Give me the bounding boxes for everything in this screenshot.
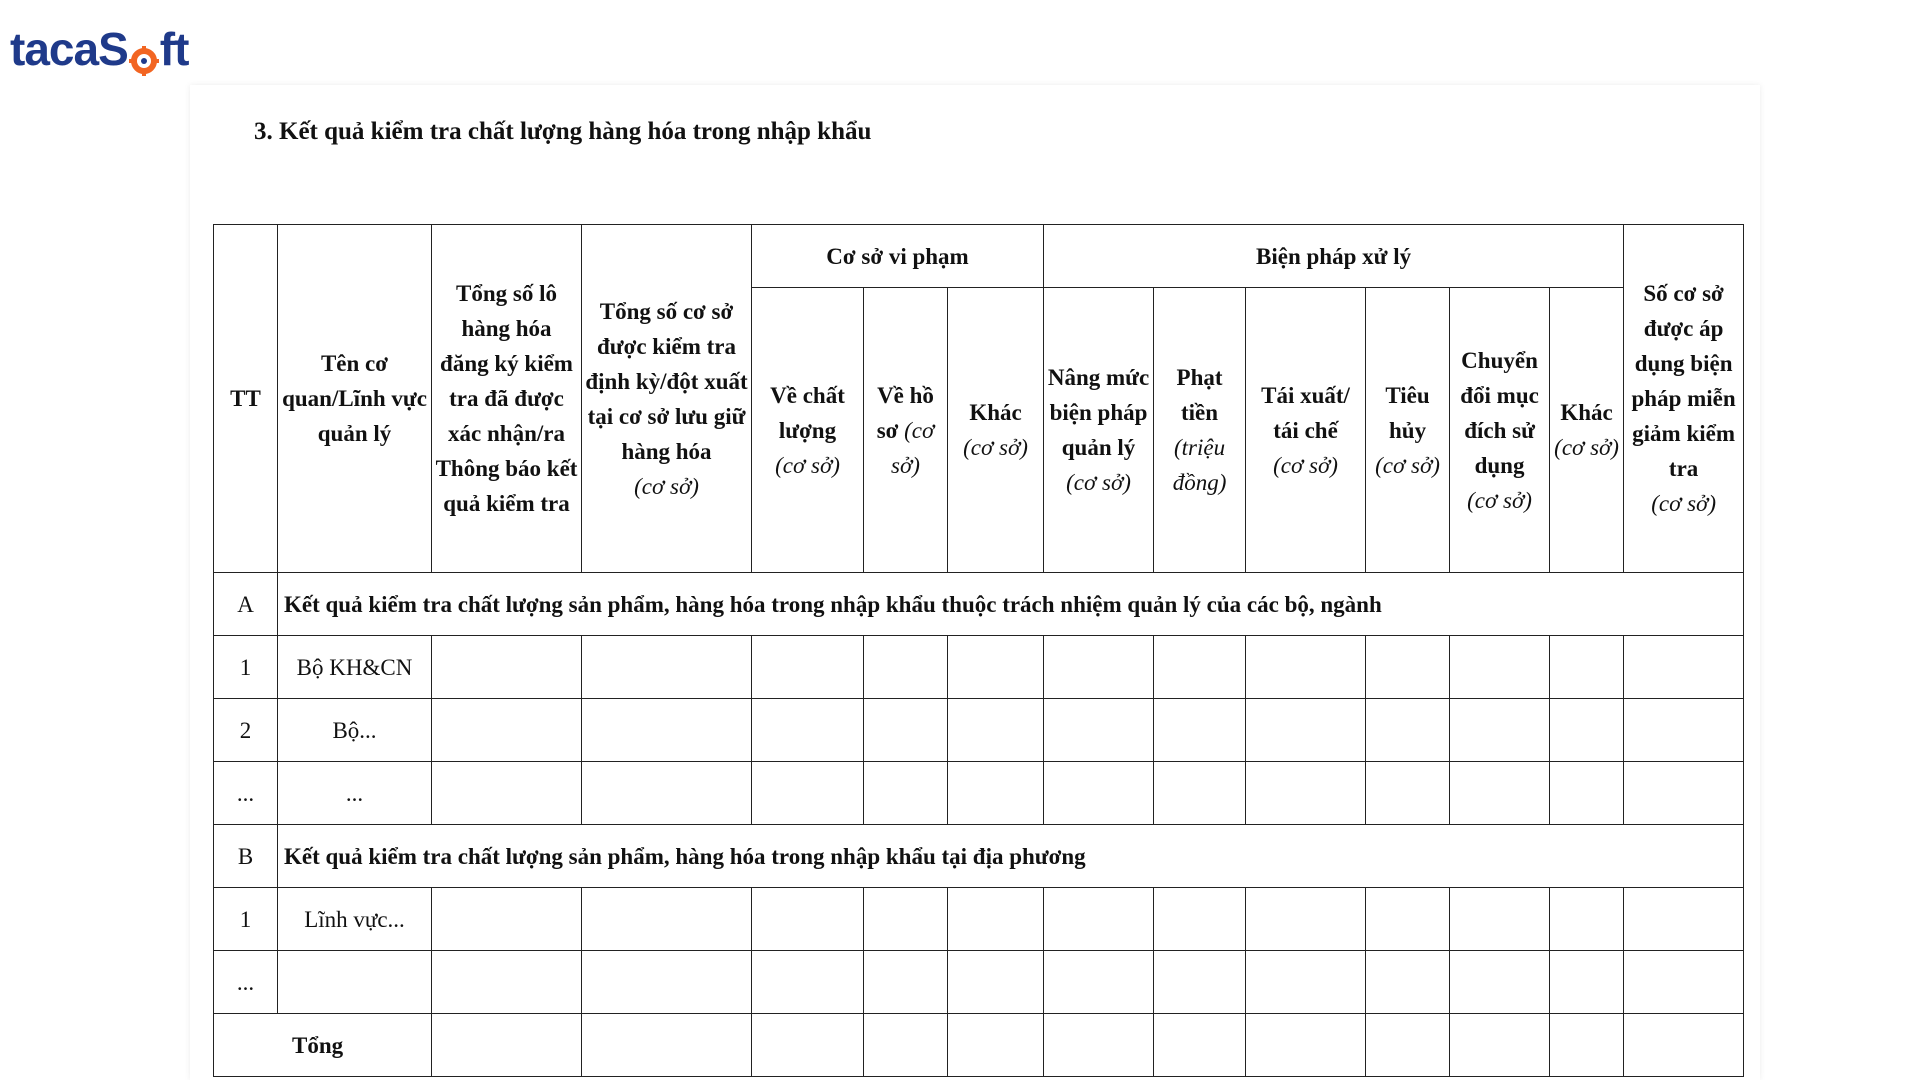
- header-exempt-label: Số cơ sở được áp dụng biện pháp miễn giảm kiểm tra: [1631, 281, 1736, 481]
- row-tt: 1: [214, 888, 278, 951]
- cell: [432, 951, 582, 1014]
- table-row: [214, 699, 1744, 762]
- cell: [864, 762, 948, 825]
- cell: [1154, 636, 1246, 699]
- header-v-records-label: Về hồ sơ: [876, 382, 934, 443]
- cell: [948, 888, 1044, 951]
- cell: [752, 762, 864, 825]
- cell: [1366, 888, 1450, 951]
- header-v-other: [948, 288, 1044, 573]
- header-total-facilities: [582, 225, 752, 573]
- cell: [1154, 951, 1246, 1014]
- header-m-convert-unit: (cơ sở): [1467, 487, 1532, 513]
- header-m-reexport: [1246, 288, 1366, 573]
- cell: [1624, 636, 1744, 699]
- cell: [1154, 888, 1246, 951]
- cell: [1246, 1014, 1366, 1077]
- row-tt: 1: [214, 636, 278, 699]
- cell: [1450, 636, 1550, 699]
- header-m-raise: [1044, 288, 1154, 573]
- header-exempt-unit: (cơ sở): [1651, 491, 1716, 516]
- section-b-label: B: [214, 825, 278, 888]
- header-agency: Tên cơ quan/Lĩnh vực quản lý: [278, 225, 432, 573]
- cell: [1550, 1014, 1624, 1077]
- gear-icon: [129, 37, 159, 67]
- header-v-records: [864, 288, 948, 573]
- cell: [1450, 888, 1550, 951]
- cell: [752, 888, 864, 951]
- cell: [948, 762, 1044, 825]
- header-m-other-label: Khác: [1560, 400, 1613, 425]
- row-tt: ...: [214, 762, 278, 825]
- table-row: [214, 636, 1744, 699]
- cell: [752, 699, 864, 762]
- total-label: Tổng: [214, 1014, 432, 1077]
- cell: [1246, 888, 1366, 951]
- row-tt: ...: [214, 951, 278, 1014]
- cell: [1624, 762, 1744, 825]
- row-name: Lĩnh vực...: [278, 888, 432, 951]
- cell: [1550, 762, 1624, 825]
- header-m-reexport-label: Tái xuất/ tái chế: [1261, 382, 1350, 443]
- header-m-destroy: [1366, 288, 1450, 573]
- cell: [864, 951, 948, 1014]
- cell: [582, 951, 752, 1014]
- tacasoft-logo: [10, 23, 189, 75]
- cell: [582, 888, 752, 951]
- header-v-quality-label: Về chất lượng: [770, 382, 845, 443]
- table-row: [214, 888, 1744, 951]
- cell: [432, 636, 582, 699]
- logo-text-part2: ft: [159, 23, 189, 75]
- section-title: 3. Kết quả kiểm tra chất lượng hàng hóa trong nhập khẩu: [254, 118, 872, 145]
- cell: [1154, 1014, 1246, 1077]
- header-m-reexport-unit: (cơ sở): [1273, 452, 1338, 478]
- header-m-other-unit: (cơ sở): [1554, 435, 1619, 460]
- header-m-raise-unit: (cơ sở): [1066, 470, 1131, 495]
- header-m-convert-label: Chuyển đổi mục đích sử dụng: [1460, 347, 1539, 478]
- cell: [1044, 1014, 1154, 1077]
- header-total-lots: Tổng số lô hàng hóa đăng ký kiểm tra đã được xác nhận/ra Thông báo kết quả kiểm tra: [432, 225, 582, 573]
- header-row-top: [214, 225, 1744, 288]
- header-m-fine-unit: (triệu đồng): [1172, 435, 1227, 495]
- section-a-label: A: [214, 573, 278, 636]
- cell: [1550, 951, 1624, 1014]
- cell: [1624, 951, 1744, 1014]
- cell: [752, 636, 864, 699]
- header-m-raise-label: Nâng mức biện pháp quản lý: [1047, 365, 1150, 460]
- cell: [1044, 762, 1154, 825]
- cell: [582, 762, 752, 825]
- header-m-convert: [1450, 288, 1550, 573]
- cell: [864, 1014, 948, 1077]
- cell: [1450, 762, 1550, 825]
- cell: [1246, 699, 1366, 762]
- header-m-fine: [1154, 288, 1246, 573]
- cell: [582, 699, 752, 762]
- cell: [1154, 762, 1246, 825]
- header-total-facilities-label: Tổng số cơ sở được kiểm tra định kỳ/đột xuất tại cơ sở lưu giữ hàng hóa: [585, 298, 748, 464]
- cell: [948, 951, 1044, 1014]
- cell: [582, 1014, 752, 1077]
- section-b-title: Kết quả kiểm tra chất lượng sản phẩm, hàng hóa trong nhập khẩu tại địa phương: [278, 825, 1744, 888]
- header-tt: TT: [214, 225, 278, 573]
- cell: [1154, 699, 1246, 762]
- header-measures: Biện pháp xử lý: [1044, 225, 1624, 288]
- cell: [432, 1014, 582, 1077]
- cell: [1624, 699, 1744, 762]
- cell: [1624, 888, 1744, 951]
- header-m-other: [1550, 288, 1624, 573]
- total-row: [214, 1014, 1744, 1077]
- cell: [1044, 888, 1154, 951]
- header-m-fine-label: Phạt tiền: [1176, 365, 1223, 425]
- header-total-facilities-unit: (cơ sở): [634, 473, 699, 499]
- cell: [1450, 951, 1550, 1014]
- cell: [864, 888, 948, 951]
- section-a-row: [214, 573, 1744, 636]
- cell: [1366, 762, 1450, 825]
- row-name: ...: [278, 762, 432, 825]
- cell: [1624, 1014, 1744, 1077]
- report-table: [213, 224, 1744, 1077]
- row-name: Bộ...: [278, 699, 432, 762]
- cell: [1366, 951, 1450, 1014]
- header-v-quality: [752, 288, 864, 573]
- section-a-title: Kết quả kiểm tra chất lượng sản phẩm, hàng hóa trong nhập khẩu thuộc trách nhiệm quản lý của các bộ, ngành: [278, 573, 1744, 636]
- cell: [432, 762, 582, 825]
- cell: [864, 699, 948, 762]
- cell: [1044, 636, 1154, 699]
- header-violations: Cơ sở vi phạm: [752, 225, 1044, 288]
- header-m-destroy-unit: (cơ sở): [1375, 452, 1440, 478]
- header-v-other-unit: (cơ sở): [963, 435, 1028, 460]
- header-v-quality-unit: (cơ sở): [775, 452, 840, 478]
- cell: [1450, 699, 1550, 762]
- section-b-row: [214, 825, 1744, 888]
- cell: [1550, 699, 1624, 762]
- cell: [432, 699, 582, 762]
- cell: [752, 1014, 864, 1077]
- cell: [948, 699, 1044, 762]
- row-name: [278, 951, 432, 1014]
- cell: [752, 951, 864, 1014]
- cell: [1044, 951, 1154, 1014]
- cell: [1044, 699, 1154, 762]
- cell: [948, 636, 1044, 699]
- cell: [864, 636, 948, 699]
- row-tt: 2: [214, 699, 278, 762]
- cell: [1246, 951, 1366, 1014]
- table-row: [214, 951, 1744, 1014]
- cell: [432, 888, 582, 951]
- header-v-other-label: Khác: [969, 400, 1022, 425]
- cell: [1450, 1014, 1550, 1077]
- cell: [1550, 888, 1624, 951]
- header-m-destroy-label: Tiêu hủy: [1385, 382, 1430, 443]
- cell: [1366, 636, 1450, 699]
- cell: [582, 636, 752, 699]
- cell: [1550, 636, 1624, 699]
- logo-text-part1: tacaS: [10, 23, 128, 75]
- cell: [1246, 636, 1366, 699]
- cell: [1366, 699, 1450, 762]
- cell: [1246, 762, 1366, 825]
- header-v-records-unit: (cơ sở): [891, 417, 935, 478]
- cell: [948, 1014, 1044, 1077]
- cell: [1366, 1014, 1450, 1077]
- row-name: Bộ KH&CN: [278, 636, 432, 699]
- table-row: [214, 762, 1744, 825]
- header-exempt: [1624, 225, 1744, 573]
